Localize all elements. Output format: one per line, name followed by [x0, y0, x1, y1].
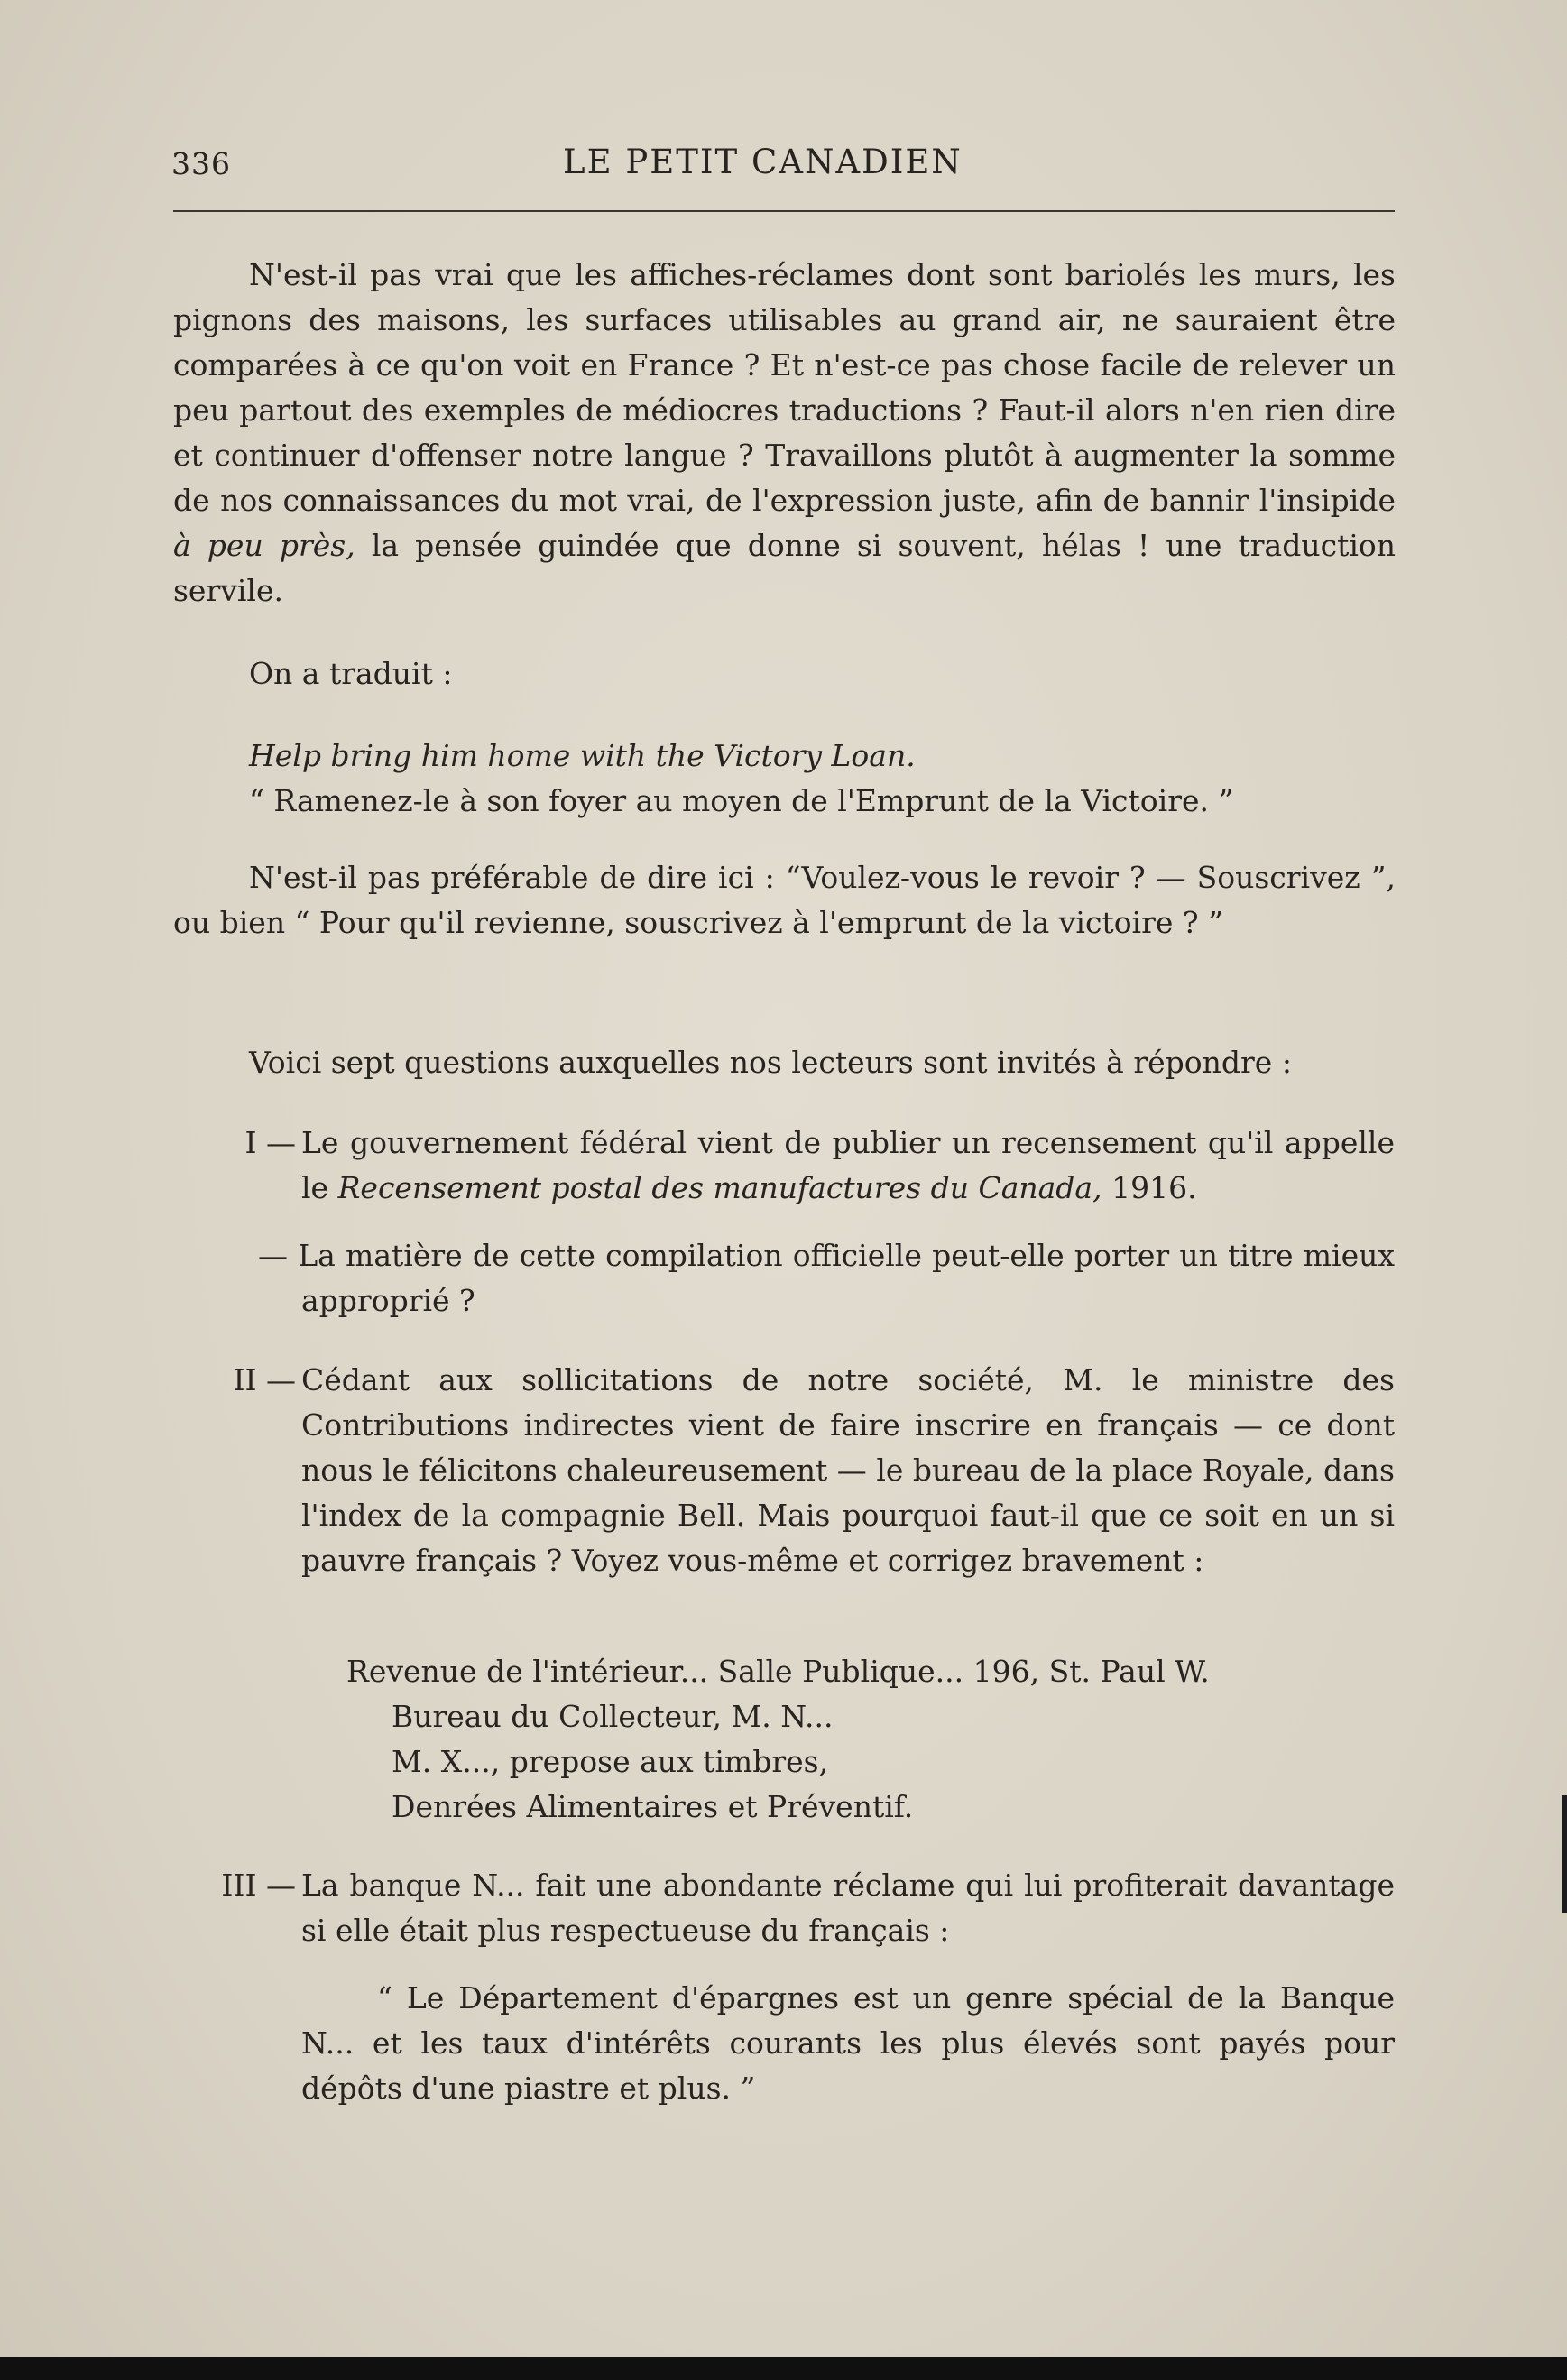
sign-line-3: M. X..., prepose aux timbres,: [392, 1744, 829, 1779]
sign-line-2: Bureau du Collecteur, M. N...: [392, 1699, 834, 1734]
sign-line-4: Denrées Alimentaires et Préventif.: [392, 1789, 914, 1824]
question-1-text-start: Le gouvernement fédéral vient de publier un recensement qu'il appelle le: [301, 1125, 1395, 1205]
paragraph-alternative: N'est-il pas préférable de dire ici : “Voulez-vous le revoir ? — Souscrivez ”, ou bien “ Pour qu'il revienne, souscrivez à l'emprunt de la victoire ? ”: [173, 860, 1396, 940]
paragraph-affiches-italic: à peu près,: [173, 528, 355, 563]
english-slogan: [173, 733, 1396, 779]
question-2-label: II —: [233, 1362, 296, 1398]
question-2-text: Cédant aux sollicitations de notre société, M. le ministre des Contributions indirectes vient de faire inscrire en français — ce dont nous le félicitons chaleureusement — le bureau de la place Royale, dans l'index de la compagnie Bell. Mais pourquoi faut-il que ce soit en un si pauvre français ? Voyez vous-même et corrigez bravement :: [301, 1362, 1395, 1578]
question-3-quote: “ Le Département d'épargnes est un genre spécial de la Banque N... et les taux d'intérêts courants les plus élevés sont payés pour dépôts d'une piastre et plus. ”: [301, 1980, 1395, 2106]
paragraph-affiches-end: la pensée guindée que donne si souvent, hélas ! une traduction servile.: [173, 528, 1396, 608]
paragraph-questions-intro: Voici sept questions auxquelles nos lecteurs sont invités à répondre :: [249, 1045, 1292, 1080]
header-rule: [173, 210, 1395, 212]
page-number: 336: [171, 146, 231, 181]
paragraph-affiches: [173, 253, 1396, 613]
paragraph-on-a-traduit: On a traduit :: [249, 656, 453, 691]
scan-edge-mark: [1562, 1795, 1567, 1913]
question-3-text: La banque N... fait une abondante réclame qui lui profiterait davantage si elle était plus respectueuse du français :: [301, 1868, 1395, 1948]
question-1-text-end: 1916.: [1102, 1170, 1197, 1205]
paragraph-affiches-text: N'est-il pas vrai que les affiches-réclames dont sont bariolés les murs, les pignons des maisons, les surfaces utilisables au grand air, ne sauraient être comparées à ce qu'on voit en France ? Et n'est-ce pas chose facile de relever un peu partout des exemples de médiocres traductions ? Faut-il alors n'en rien dire et continuer d'offenser notre langue ? Travaillons plutôt à augmenter la somme de nos connaissances du mot vrai, de l'expression juste, afin de bannir l'insipide: [173, 257, 1396, 518]
scan-bottom-border: [0, 2357, 1567, 2380]
french-translation: “ Ramenez-le à son foyer au moyen de l'Emprunt de la Victoire. ”: [249, 783, 1234, 818]
question-1-subquestion: — La matière de cette compilation officielle peut-elle porter un titre mieux approprié ?: [258, 1238, 1395, 1318]
question-1-text: [301, 1121, 1395, 1211]
question-1-italic-title: Recensement postal des manufactures du Canada,: [337, 1170, 1102, 1205]
running-title: LE PETIT CANADIEN: [563, 143, 963, 181]
sign-line-1: Revenue de l'intérieur... Salle Publique... 196, St. Paul W.: [346, 1654, 1210, 1689]
question-1-label: I —: [244, 1125, 296, 1160]
question-3-label: III —: [221, 1868, 296, 1903]
english-slogan-text: Help bring him home with the Victory Loan.: [249, 738, 916, 773]
